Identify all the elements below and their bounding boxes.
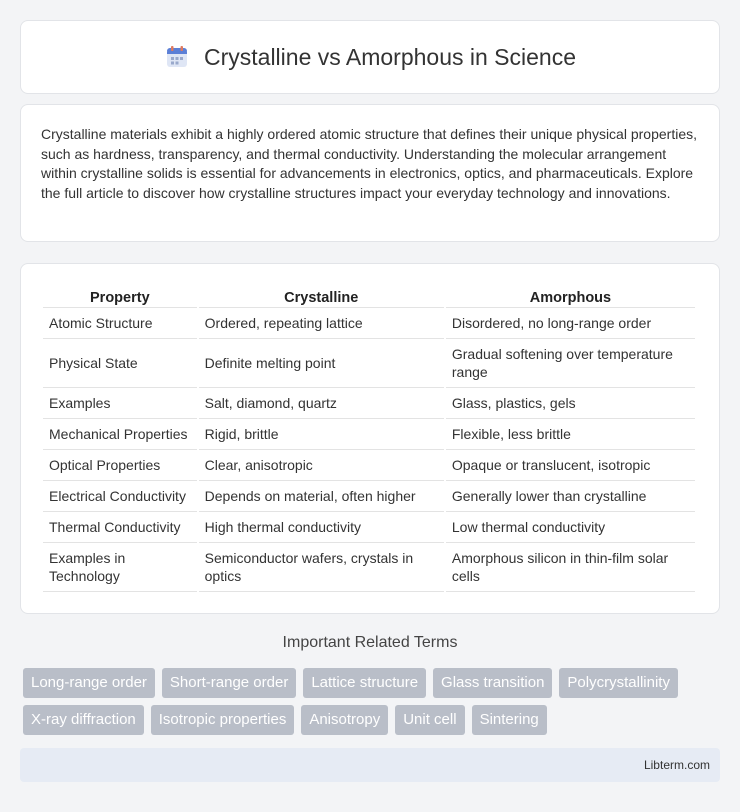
table-cell: Optical Properties	[43, 450, 197, 481]
table-row	[43, 543, 695, 592]
table-row	[43, 512, 695, 543]
table-cell: Amorphous silicon in thin-film solar cells	[446, 543, 695, 592]
table-cell: Flexible, less brittle	[446, 419, 695, 450]
term-tag[interactable]: X-ray diffraction	[23, 705, 144, 735]
table-cell: Atomic Structure	[43, 308, 197, 339]
table-cell: Semiconductor wafers, crystals in optics	[199, 543, 444, 592]
table-cell: Generally lower than crystalline	[446, 481, 695, 512]
related-terms-list	[23, 668, 723, 742]
page-title: Crystalline vs Amorphous in Science	[204, 43, 576, 70]
intro-card	[20, 104, 720, 242]
footer	[20, 748, 720, 782]
comparison-table	[41, 284, 697, 592]
table-cell: Definite melting point	[199, 339, 444, 388]
table-cell: Ordered, repeating lattice	[199, 308, 444, 339]
term-tag[interactable]: Polycrystallinity	[559, 668, 678, 698]
header-card	[20, 20, 720, 94]
table-row	[43, 308, 695, 339]
table-cell: Examples in Technology	[43, 543, 197, 592]
table-row	[43, 450, 695, 481]
table-cell: Glass, plastics, gels	[446, 388, 695, 419]
calendar-icon	[164, 44, 190, 70]
column-header: Property	[43, 284, 197, 308]
footer-site-link[interactable]: Libterm.com	[643, 758, 710, 772]
table-cell: Thermal Conductivity	[43, 512, 197, 543]
table-row	[43, 481, 695, 512]
table-cell: Disordered, no long-range order	[446, 308, 695, 339]
term-tag[interactable]: Anisotropy	[301, 705, 388, 735]
intro-text: Crystalline materials exhibit a highly ordered atomic structure that defines their unique physical properties, such as hardness, transparency, and thermal conductivity. Understanding the molecular arrangement within crystalline solids is essential for advancements in electronics, optics, and pharmaceuticals. Explore the full article to discover how crystalline structures impact your everyday technology and innovations.	[41, 126, 697, 201]
table-cell: Salt, diamond, quartz	[199, 388, 444, 419]
related-terms-title: Important Related Terms	[282, 634, 458, 651]
term-tag[interactable]: Isotropic properties	[151, 705, 295, 735]
table-cell: Physical State	[43, 339, 197, 388]
table-cell: Clear, anisotropic	[199, 450, 444, 481]
term-tag[interactable]: Short-range order	[162, 668, 296, 698]
table-cell: Low thermal conductivity	[446, 512, 695, 543]
table-row	[43, 339, 695, 388]
table-cell: Electrical Conductivity	[43, 481, 197, 512]
term-tag[interactable]: Long-range order	[23, 668, 155, 698]
table-cell: Opaque or translucent, isotropic	[446, 450, 695, 481]
table-cell: Gradual softening over temperature range	[446, 339, 695, 388]
column-header: Amorphous	[446, 284, 695, 308]
table-cell: Rigid, brittle	[199, 419, 444, 450]
table-row	[43, 419, 695, 450]
term-tag[interactable]: Lattice structure	[303, 668, 426, 698]
term-tag[interactable]: Glass transition	[433, 668, 552, 698]
table-cell: Mechanical Properties	[43, 419, 197, 450]
term-tag[interactable]: Unit cell	[395, 705, 464, 735]
table-row	[43, 388, 695, 419]
column-header: Crystalline	[199, 284, 444, 308]
table-cell: Examples	[43, 388, 197, 419]
comparison-table-card	[20, 263, 720, 614]
table-cell: Depends on material, often higher	[199, 481, 444, 512]
term-tag[interactable]: Sintering	[472, 705, 547, 735]
table-cell: High thermal conductivity	[199, 512, 444, 543]
